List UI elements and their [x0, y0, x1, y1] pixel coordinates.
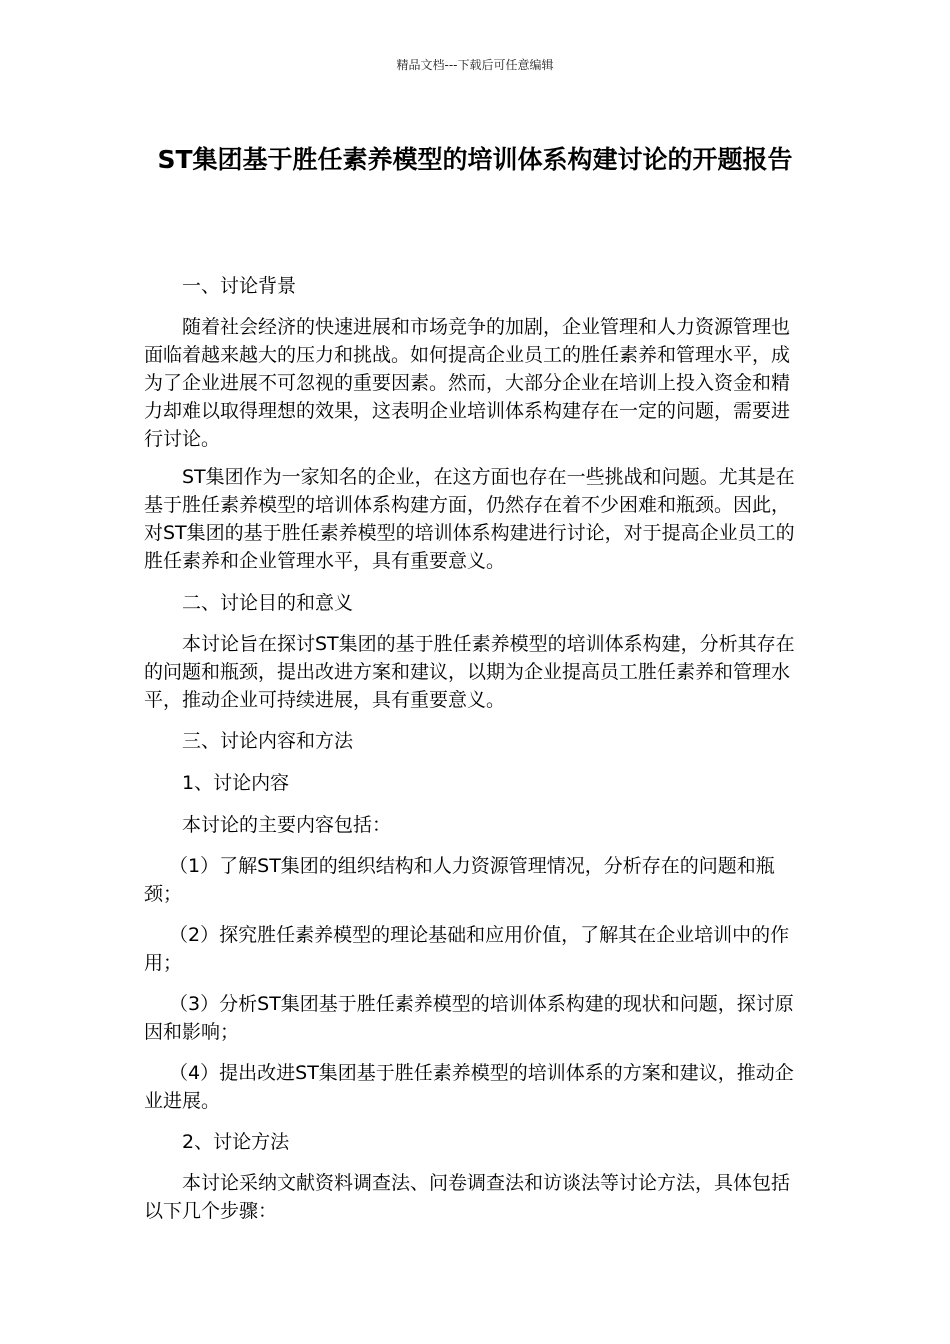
paragraph-content-intro: 本讨论的主要内容包括： — [144, 814, 392, 836]
paragraph-background-2: ST集团作为一家知名的企业，在这方面也存在一些挑战和问题。尤其是在基于胜任素养模型的培训体系构建方面，仍然存在着不少困难和瓶颈。因此，对ST集团的基于胜任素养模型的培训体系构建进行讨论，对于提高企业员工的胜任素养和企业管理水平，具有重要意义。 — [144, 466, 795, 572]
document-title: ST集团基于胜任素养模型的培训体系构建讨论的开题报告 — [157, 145, 793, 174]
paragraph-method: 本讨论采纳文献资料调查法、问卷调查法和访谈法等讨论方法，具体包括以下几个步骤： — [144, 1172, 791, 1222]
subheading-content: 1、讨论内容 — [144, 772, 290, 794]
subheading-method: 2、讨论方法 — [144, 1131, 290, 1153]
list-item-3: （3）分析ST集团基于胜任素养模型的培训体系构建的现状和问题，探讨原因和影响； — [144, 993, 794, 1043]
list-item-1: （1）了解ST集团的组织结构和人力资源管理情况，分析存在的问题和瓶颈； — [144, 855, 775, 905]
paragraph-purpose: 本讨论旨在探讨ST集团的基于胜任素养模型的培训体系构建，分析其存在的问题和瓶颈，提出改进方案和建议，以期为企业提高员工胜任素养和管理水平，推动企业可持续进展，具有重要意义。 — [144, 633, 795, 711]
page-header: 精品文档---下载后可任意编辑 — [396, 58, 554, 72]
section-heading-background: 一、讨论背景 — [144, 275, 297, 297]
paragraph-background-1: 随着社会经济的快速进展和市场竞争的加剧，企业管理和人力资源管理也面临着越来越大的压力和挑战。如何提高企业员工的胜任素养和管理水平，成为了企业进展不可忽视的重要因素。然而，大部分企业在培训上投入资金和精力却难以取得理想的效果，这表明企业培训体系构建存在一定的问题，需要进行讨论。 — [144, 316, 791, 450]
list-item-4: （4）提出改进ST集团基于胜任素养模型的培训体系的方案和建议，推动企业进展。 — [144, 1062, 794, 1112]
section-heading-content-method: 三、讨论内容和方法 — [144, 730, 354, 752]
list-item-2: （2）探究胜任素养模型的理论基础和应用价值，了解其在企业培训中的作用； — [144, 924, 790, 974]
section-heading-purpose: 二、讨论目的和意义 — [144, 592, 354, 614]
